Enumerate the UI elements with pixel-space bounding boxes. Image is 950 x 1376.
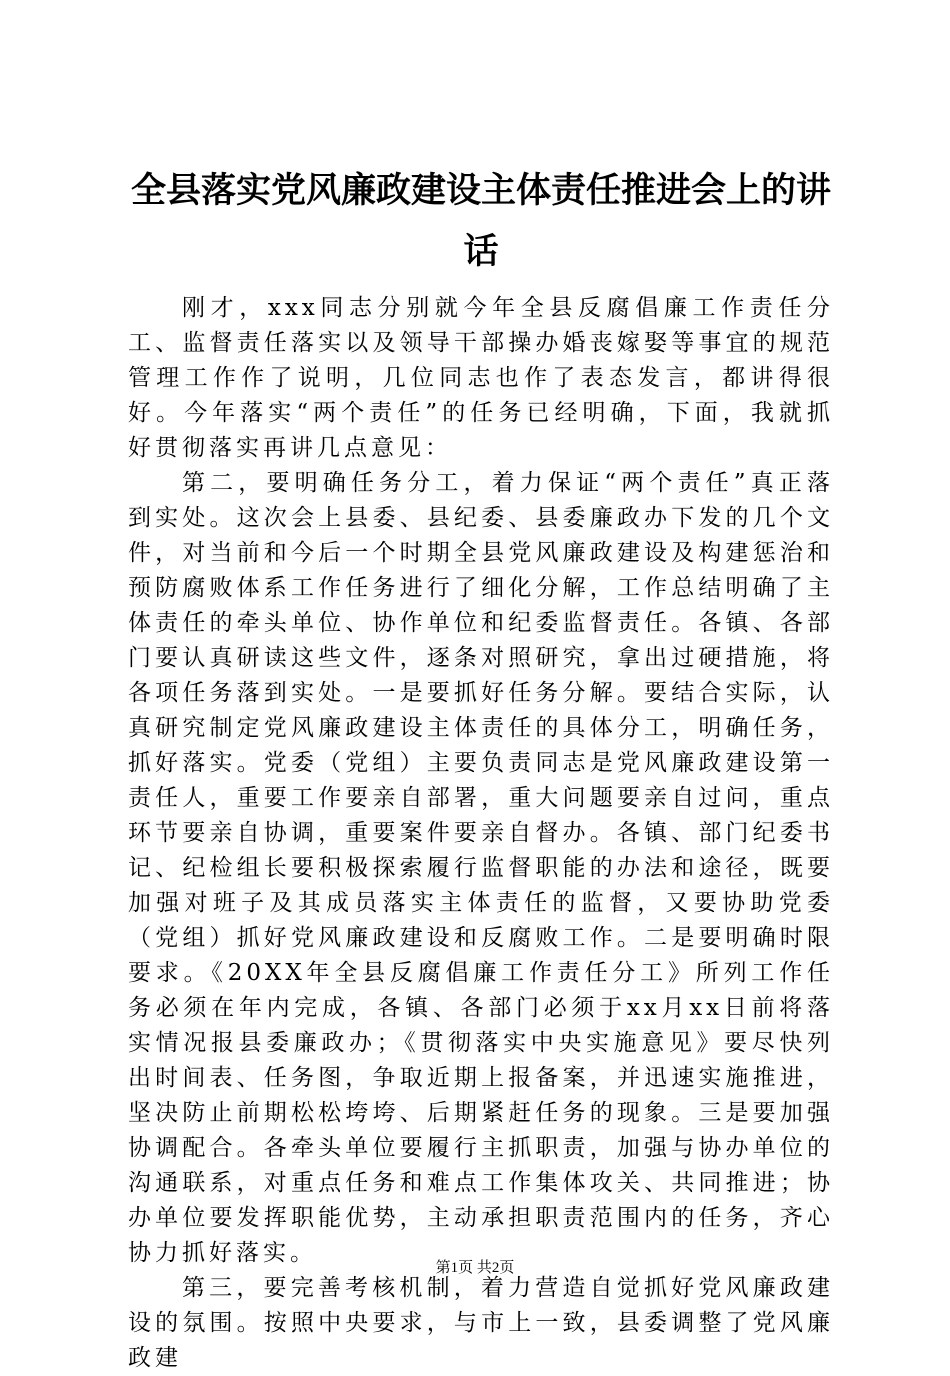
paragraph-third: 第三，要完善考核机制，着力营造自觉抓好党风廉政建设的氛围。按照中央要求，与市上一致，县委调整了党风廉政建 (128, 1275, 834, 1371)
paragraph-second: 第二，要明确任务分工，着力保证“两个责任”真正落到实处。这次会上县委、县纪委、县委廉政办下发的几个文件，对当前和今后一个时期全县党风廉政建设及构建惩治和预防腐败体系工作任务进行了细化分解，工作总结明确了主体责任的牵头单位、协作单位和纪委监督责任。各镇、各部门要认真研读这些文件，逐条对照研究，拿出过硬措施，将各项任务落到实处。一是要抓好任务分解。要结合实际，认真研究制定党风廉政建设主体责任的具体分工，明确任务，抓好落实。党委（党组）主要负责同志是党风廉政建设第一责任人，重要工作要亲自部署，重大问题要亲自过问，重点环节要亲自协调，重要案件要亲自督办。各镇、部门纪委书记、纪检组长要积极探索履行监督职能的办法和途径，既要加强对班子及其成员落实主体责任的监督，又要协助党委（党组）抓好党风廉政建设和反腐败工作。二是要明确时限要求。《20XX年全县反腐倡廉工作责任分工》所列工作任务必须在年内完成，各镇、各部门必须于xx月xx日前将落实情况报县委廉政办；《贯彻落实中央实施意见》要尽快列出时间表、任务图，争取近期上报备案，并迅速实施推进，坚决防止前期松松垮垮、后期紧赶任务的现象。三是要加强协调配合。各牵头单位要履行主抓职责，加强与协办单位的沟通联系，对重点任务和难点工作集体攻关、共同推进；协办单位要发挥职能优势，主动承担职责范围内的任务，齐心协力抓好落实。 (128, 470, 834, 1266)
document-title: 全县落实党风廉政建设主体责任推进会上的讲话 (130, 170, 831, 272)
paragraph-intro: 刚才，xxx同志分别就今年全县反腐倡廉工作责任分工、监督责任落实以及领导干部操办婚丧嫁娶等事宜的规范管理工作作了说明，几位同志也作了表态发言，都讲得很好。今年落实“两个责任”的任务已经明确，下面，我就抓好贯彻落实再讲几点意见： (128, 295, 834, 461)
page-number-footer: 第1页 共2页 (435, 1260, 515, 1276)
document-body (128, 291, 834, 1376)
